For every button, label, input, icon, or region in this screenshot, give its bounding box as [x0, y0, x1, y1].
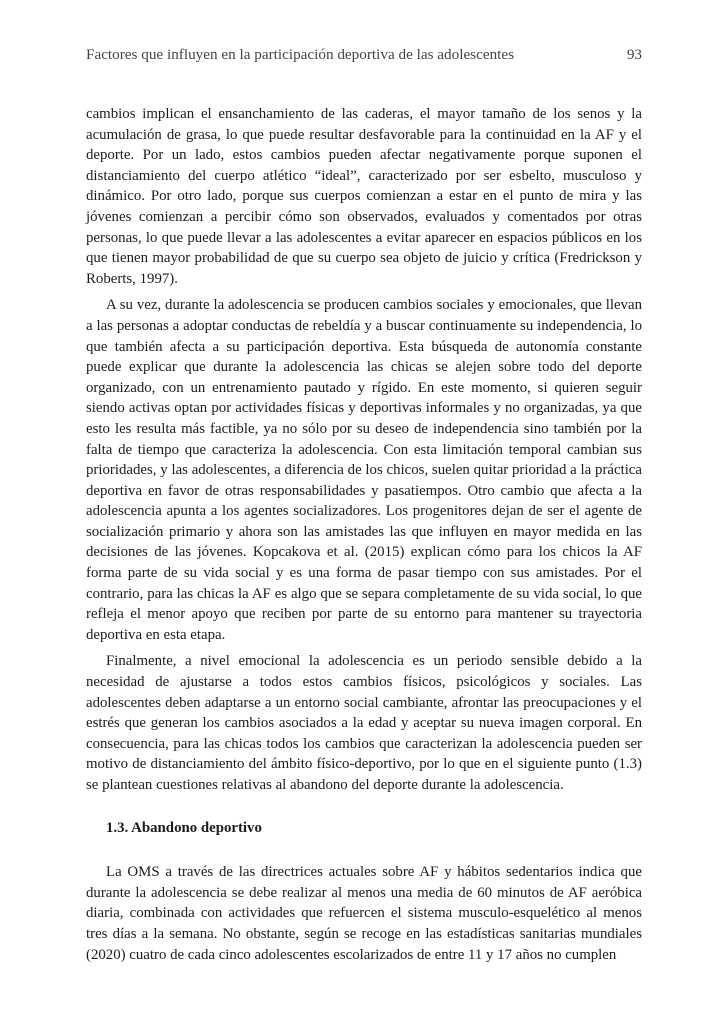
body-text: [86, 104, 642, 971]
paragraph-emotional-changes: Finalmente, a nivel emocional la adolescencia es un periodo sensible debido a la necesidad de ajustarse a todos estos cambios físicos, psicológicos y sociales. Las adolescentes deben adaptarse a un entorno social cambiante, afrontar las preocupaciones y el estrés que generan los cambios asociados a la edad y aceptar su nueva imagen corporal. En consecuencia, para las chicas todos los cambios que caracterizan la adolescencia pueden ser motivo de distanciamiento del ámbito físico-deportivo, por lo que en el siguiente punto (1.3) se plantean cuestiones relativas al abandono del deporte durante la adolescencia.: [86, 653, 642, 793]
running-header: [86, 46, 642, 64]
page-number: 93: [626, 46, 642, 63]
running-title: Factores que influyen en la participación deportiva de las adolescentes: [86, 46, 515, 63]
paragraph-oms-guidelines: La OMS a través de las directrices actuales sobre AF y hábitos sedentarios indica que durante la adolescencia se debe realizar al menos una media de 60 minutos de AF aeróbica diaria, combinada con actividades que refuercen el sistema musculo-esquelético al menos tres días a la semana. No obstante, según se recoge en las estadísticas sanitarias mundiales (2020) cuatro de cada cinco adolescentes escolarizados de entre 11 y 17 años no cumplen: [86, 864, 642, 963]
section-heading: 1.3. Abandono deportivo: [106, 819, 262, 836]
paragraph-social-changes: A su vez, durante la adolescencia se producen cambios sociales y emocionales, que llevan a las personas a adoptar conductas de rebeldía y a buscar continuamente su independencia, lo que también afecta a su participación deportiva. Esta búsqueda de autonomía constante puede explicar que durante la adolescencia las chicas se alejen sobre todo del deporte organizado, con un entrenamiento pautado y rígido. En este momento, si quieren seguir siendo activas optan por actividades físicas y deportivas informales y no organizadas, ya que esto les resulta más factible, ya no sólo por su deseo de independencia sino también por la falta de tiempo que caracteriza la adolescencia. Con esta limitación temporal cambian sus prioridades, y las adolescentes, a diferencia de los chicos, suelen quitar prioridad a la práctica deportiva en favor de otras responsabilidades y pasatiempos. Otro cambio que afecta a la adolescencia apunta a los agentes socializadores. Los progenitores dejan de ser el agente de socialización primario y ahora son las amistades las que influyen en mayor medida en las decisiones de las jóvenes. Kopcakova et al. (2015) explican cómo para los chicos la AF forma parte de su vida social y es una forma de pasar tiempo con sus amistades. Por el contrario, para las chicas la AF es algo que se separa completamente de su vida social, lo que refleja el menor apoyo que reciben por parte de su entorno para mantener su trayectoria deportiva en esta etapa.: [86, 297, 642, 643]
paragraph-continued: cambios implican el ensanchamiento de las caderas, el mayor tamaño de los senos y la acumulación de grasa, lo que puede resultar desfavorable para la continuidad en la AF y el deporte. Por un lado, estos cambios pueden afectar negativamente porque suponen el distanciamiento del cuerpo atlético “ideal”, caracterizado por ser esbelto, musculoso y dinámico. Por otro lado, porque sus cuerpos comienzan a estar en el punto de mira y las jóvenes comienzan a percibir cómo son observados, evaluados y comentados por otras personas, lo que puede llevar a las adolescentes a evitar aparecer en espacios públicos en los que tienen mayor probabilidad de que su cuerpo sea objeto de juicio y crítica (Fredrickson y Roberts, 1997).: [86, 106, 642, 287]
book-page: [86, 0, 642, 1028]
